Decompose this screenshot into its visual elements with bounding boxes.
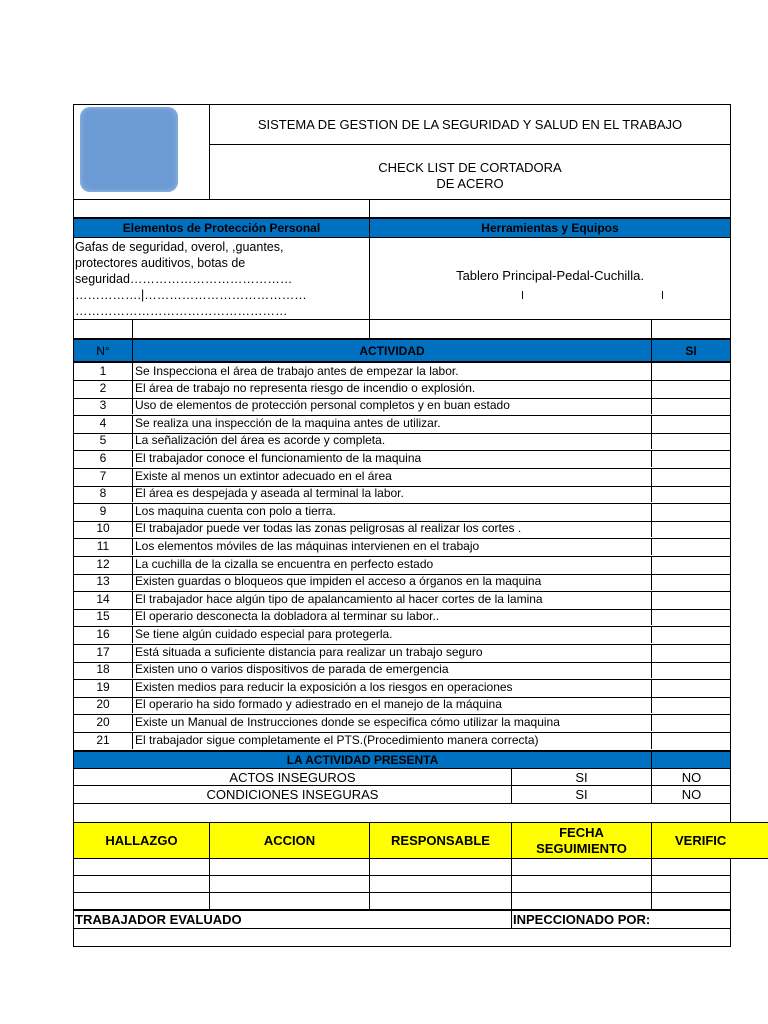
unsafe-acts-si[interactable]: SI — [575, 769, 588, 785]
col-action-header: ACCION — [209, 822, 370, 859]
finding-cell[interactable] — [512, 875, 652, 892]
col-si-header: SI — [651, 339, 731, 362]
table-row — [73, 608, 731, 627]
finding-cell[interactable] — [512, 858, 652, 875]
row-number: 2 — [74, 380, 133, 397]
pre-checklist-row — [73, 319, 731, 339]
spacer-divider — [369, 199, 370, 218]
row-si-checkbox[interactable] — [652, 520, 730, 537]
row-number: 9 — [74, 503, 133, 520]
row-activity: Existe al menos un extintor adecuado en el área — [133, 468, 652, 485]
row-activity: El trabajador puede ver todas las zonas peligrosas al realizar los cortes . — [133, 520, 652, 537]
row-si-checkbox[interactable] — [652, 714, 730, 731]
inspected-by-label: INPECCIONADO POR: — [513, 912, 651, 927]
followup-line1: FECHA — [559, 825, 604, 840]
tools-heading: Herramientas y Equipos — [369, 218, 731, 238]
epp-line1: Gafas de seguridad, overol, ,guantes, — [75, 240, 284, 254]
finding-cell[interactable] — [74, 875, 210, 892]
table-row — [73, 714, 731, 733]
row-activity: Existe un Manual de Instrucciones donde se especifica cómo utilizar la maquina — [133, 714, 652, 731]
row-number: 8 — [74, 485, 133, 502]
blank-row — [73, 803, 731, 822]
epp-heading: Elementos de Protección Personal — [73, 218, 370, 238]
row-si-checkbox[interactable] — [652, 432, 730, 449]
subtitle-line1: CHECK LIST DE CORTADORA — [378, 160, 562, 175]
row-number: 20 — [74, 714, 133, 731]
row-activity: El trabajador sigue completamente el PTS.(Procedimiento manera correcta) — [133, 732, 652, 749]
row-si-checkbox[interactable] — [652, 644, 730, 661]
col-activity-header: ACTIVIDAD — [132, 339, 652, 362]
row-number: 1 — [74, 363, 133, 380]
page-title: SISTEMA DE GESTION DE LA SEGURIDAD Y SALUD EN EL TRABAJO — [257, 117, 683, 132]
row-si-checkbox[interactable] — [652, 503, 730, 520]
row-number: 3 — [74, 397, 133, 414]
row-number: 15 — [74, 608, 133, 625]
unsafe-conditions-no[interactable]: NO — [681, 787, 702, 802]
verification-label: VERIFIC — [675, 833, 727, 848]
row-si-checkbox[interactable] — [652, 608, 730, 625]
row-si-checkbox[interactable] — [652, 415, 730, 432]
row-si-checkbox[interactable] — [652, 380, 730, 397]
signature-row — [73, 928, 731, 947]
epp-line3: seguridad………………………………… — [75, 272, 293, 286]
finding-cell[interactable] — [370, 858, 512, 875]
finding-cell[interactable] — [210, 858, 370, 875]
finding-cell[interactable] — [370, 875, 512, 892]
table-row — [73, 732, 731, 751]
finding-cell[interactable] — [652, 892, 730, 909]
row-activity: El operario ha sido formado y adiestrado en el manejo de la máquina — [133, 696, 652, 713]
row-si-checkbox[interactable] — [652, 397, 730, 414]
table-row — [73, 520, 731, 539]
row-activity: Existen uno o varios dispositivos de parada de emergencia — [133, 661, 652, 678]
row-number: 14 — [74, 591, 133, 608]
row-activity: La cuchilla de la cizalla se encuentra en perfecto estado — [133, 556, 652, 573]
row-number: 4 — [74, 415, 133, 432]
epp-line2: protectores auditivos, botas de — [75, 256, 246, 270]
table-row — [73, 538, 731, 557]
row-si-checkbox[interactable] — [652, 679, 730, 696]
row-si-checkbox[interactable] — [652, 363, 730, 380]
table-row — [73, 397, 731, 416]
table-row — [73, 661, 731, 680]
finding-cell[interactable] — [652, 858, 730, 875]
table-row — [73, 696, 731, 715]
pre-checklist-divider-2 — [651, 319, 652, 339]
table-row — [73, 432, 731, 451]
table-row — [73, 362, 731, 381]
finding-cell[interactable] — [512, 892, 652, 909]
row-si-checkbox[interactable] — [652, 732, 730, 749]
row-activity: Está situada a suficiente distancia para realizar un trabajo seguro — [133, 644, 652, 661]
finding-row — [73, 892, 731, 910]
row-activity: Existen guardas o bloqueos que impiden el acceso a órganos en la maquina — [133, 573, 652, 590]
tools-text: Tablero Principal-Pedal-Cuchilla. — [456, 268, 644, 283]
row-number: 6 — [74, 450, 133, 467]
row-activity: La señalización del área es acorde y completa. — [133, 432, 652, 449]
row-si-checkbox[interactable] — [652, 468, 730, 485]
row-si-checkbox[interactable] — [652, 556, 730, 573]
unsafe-acts-label: ACTOS INSEGUROS — [229, 769, 356, 785]
spacer-row — [73, 199, 731, 218]
row-number: 10 — [74, 520, 133, 537]
finding-row — [73, 858, 731, 876]
row-si-checkbox[interactable] — [652, 450, 730, 467]
row-si-checkbox[interactable] — [652, 626, 730, 643]
row-activity: Los maquina cuenta con polo a tierra. — [133, 503, 652, 520]
row-activity: El trabajador hace algún tipo de apalancamiento al hacer cortes de la lamina — [133, 591, 652, 608]
row-activity: Se tiene algún cuidado especial para protegerla. — [133, 626, 652, 643]
row-number: 13 — [74, 573, 133, 590]
finding-cell[interactable] — [210, 892, 370, 909]
header-divider-h — [209, 144, 731, 145]
table-row — [73, 450, 731, 469]
finding-cell[interactable] — [74, 858, 210, 875]
table-row — [73, 626, 731, 645]
footer-divider — [511, 910, 512, 929]
activity-heading: LA ACTIVIDAD PRESENTA — [73, 751, 652, 769]
table-row — [73, 573, 731, 592]
row-number: 7 — [74, 468, 133, 485]
unsafe-acts-no[interactable]: NO — [681, 769, 702, 785]
col-finding-header: HALLAZGO — [73, 822, 210, 859]
finding-cell[interactable] — [210, 875, 370, 892]
row-activity: El operario desconecta la dobladora al terminar su labor.. — [133, 608, 652, 625]
col-num-header: N° — [73, 339, 133, 362]
row-number: 5 — [74, 432, 133, 449]
row-si-checkbox[interactable] — [652, 538, 730, 555]
evaluated-worker-label: TRABAJADOR EVALUADO — [75, 912, 242, 927]
pre-checklist-divider-1 — [132, 319, 133, 339]
row-activity: Uso de elementos de protección personal completos y en buan estado — [133, 397, 652, 414]
page-subtitle — [210, 160, 730, 194]
epp-line5: …………………………………………… — [75, 304, 288, 318]
row-si-checkbox[interactable] — [652, 591, 730, 608]
row-number: 12 — [74, 556, 133, 573]
col-responsible-header: RESPONSABLE — [369, 822, 512, 859]
row-activity: El área es despejada y aseada al terminal la labor. — [133, 485, 652, 502]
row-si-checkbox[interactable] — [652, 573, 730, 590]
unsafe-conditions-label: CONDICIONES INSEGURAS — [206, 787, 379, 802]
col-followup-date-header — [511, 822, 652, 859]
row-number: 19 — [74, 679, 133, 696]
row-activity: El área de trabajo no representa riesgo de incendio o explosión. — [133, 380, 652, 397]
row-number: 18 — [74, 661, 133, 678]
finding-cell[interactable] — [652, 875, 730, 892]
row-si-checkbox[interactable] — [652, 485, 730, 502]
row-si-checkbox[interactable] — [652, 696, 730, 713]
tools-tick-2 — [662, 291, 663, 299]
subtitle-line2: DE ACERO — [436, 176, 504, 191]
table-row — [73, 485, 731, 504]
row-number: 17 — [74, 644, 133, 661]
activity-heading-si-cell — [651, 751, 731, 769]
row-number: 20 — [74, 696, 133, 713]
row-activity: El trabajador conoce el funcionamiento de la maquina — [133, 450, 652, 467]
row-number: 11 — [74, 538, 133, 555]
row-number: 21 — [74, 732, 133, 749]
finding-cell[interactable] — [370, 892, 512, 909]
unsafe-conditions-si[interactable]: SI — [575, 787, 588, 802]
finding-row — [73, 875, 731, 893]
epp-line4: …………….|………………………………… — [75, 288, 307, 302]
col-verification-header — [651, 822, 768, 859]
row-activity: Existen medios para reducir la exposición a los riesgos en operaciones — [133, 679, 652, 696]
row-number: 16 — [74, 626, 133, 643]
tools-tick-1 — [522, 291, 523, 299]
row-activity: Se realiza una inspección de la maquina antes de utilizar. — [133, 415, 652, 432]
row-activity: Se Inspecciona el área de trabajo antes de empezar la labor. — [133, 363, 652, 380]
finding-cell[interactable] — [74, 892, 210, 909]
epp-text — [75, 239, 367, 319]
row-si-checkbox[interactable] — [652, 661, 730, 678]
row-activity: Los elementos móviles de las máquinas intervienen en el trabajo — [133, 538, 652, 555]
followup-line2: SEGUIMIENTO — [536, 841, 627, 856]
